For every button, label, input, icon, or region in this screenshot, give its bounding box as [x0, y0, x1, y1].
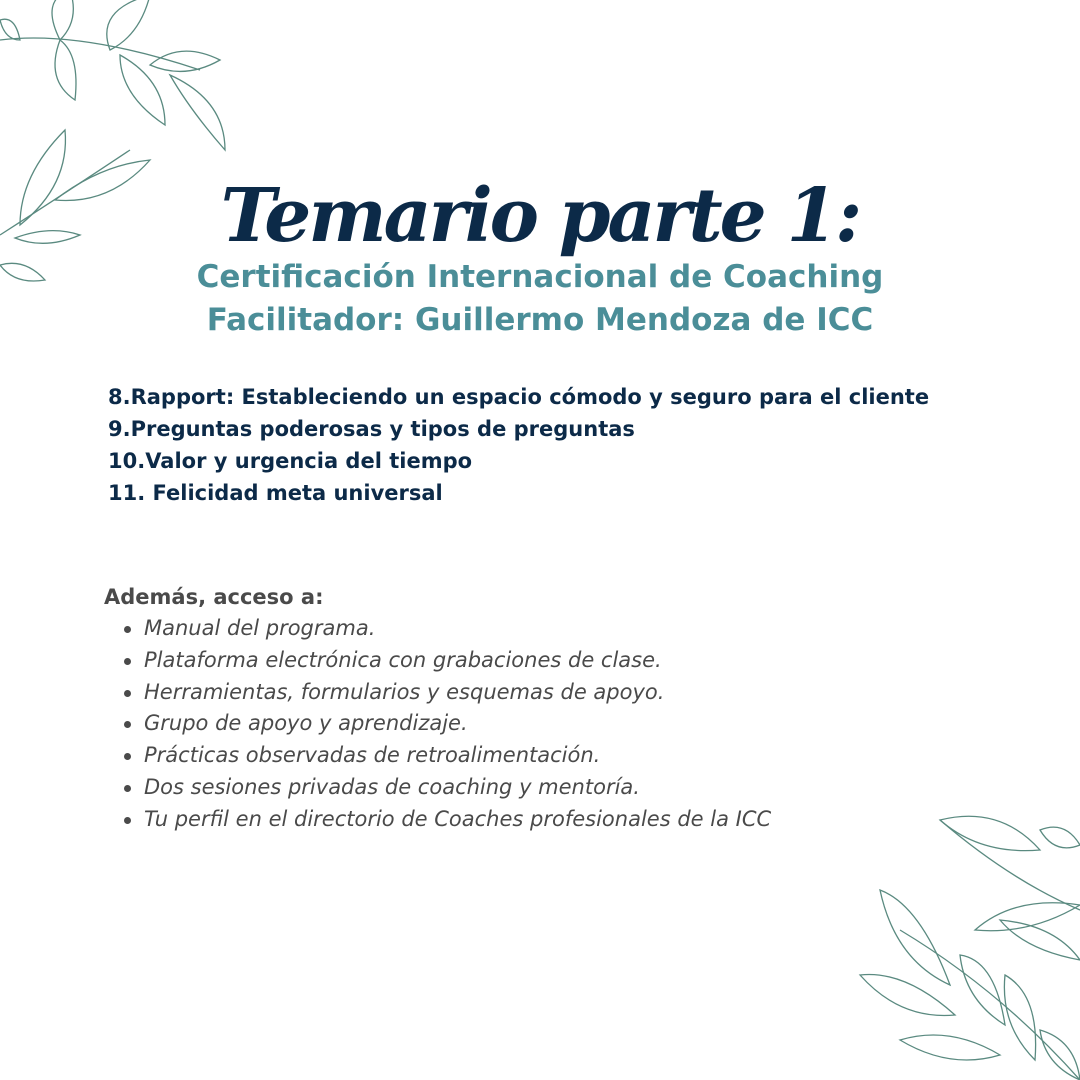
bullet-icon — [124, 753, 131, 760]
bullet-icon — [124, 721, 131, 728]
list-item — [120, 740, 1020, 772]
extras-item-label: Tu perfil en el directorio de Coaches profesionales de la ICC — [144, 806, 772, 831]
extras-item-label: Manual del programa. — [144, 616, 376, 640]
extras-item-label: Herramientas, formularios y esquemas de apoyo. — [144, 679, 665, 704]
list-item — [120, 772, 1020, 804]
extras-item-label: Grupo de apoyo y aprendizaje. — [144, 711, 468, 736]
extras-item-label: Plataforma electrónica con grabaciones de clase. — [144, 647, 662, 672]
program-subtitle: Certificación Internacional de Coaching — [196, 259, 884, 295]
bullet-icon — [124, 817, 131, 824]
list-item — [120, 645, 1020, 677]
extras-item-label: Prácticas observadas de retroalimentación. — [144, 743, 601, 768]
topic-item: 9.Preguntas poderosas y tipos de preguntas — [108, 417, 635, 441]
list-item — [120, 613, 1020, 645]
page-title: Temario parte 1: — [220, 173, 860, 259]
extras-list — [120, 613, 1020, 836]
facilitator-subtitle: Facilitador: Guillermo Mendoza de ICC — [206, 302, 874, 338]
bullet-icon — [124, 626, 131, 633]
list-item — [120, 677, 1020, 709]
list-item — [120, 804, 1020, 836]
topic-item: 10.Valor y urgencia del tiempo — [108, 449, 473, 473]
topic-item: 11. Felicidad meta universal — [108, 481, 443, 505]
bullet-icon — [124, 785, 131, 792]
bullet-icon — [124, 690, 131, 697]
topic-item: 8.Rapport: Estableciendo un espacio cómodo y seguro para el cliente — [108, 385, 930, 409]
list-item — [120, 708, 1020, 740]
bullet-icon — [124, 658, 131, 665]
topics-list — [108, 381, 972, 509]
extras-heading: Además, acceso a: — [104, 585, 324, 609]
extras-item-label: Dos sesiones privadas de coaching y mentoría. — [144, 774, 640, 799]
leaf-branch-bottom-right-icon — [840, 810, 1080, 1080]
